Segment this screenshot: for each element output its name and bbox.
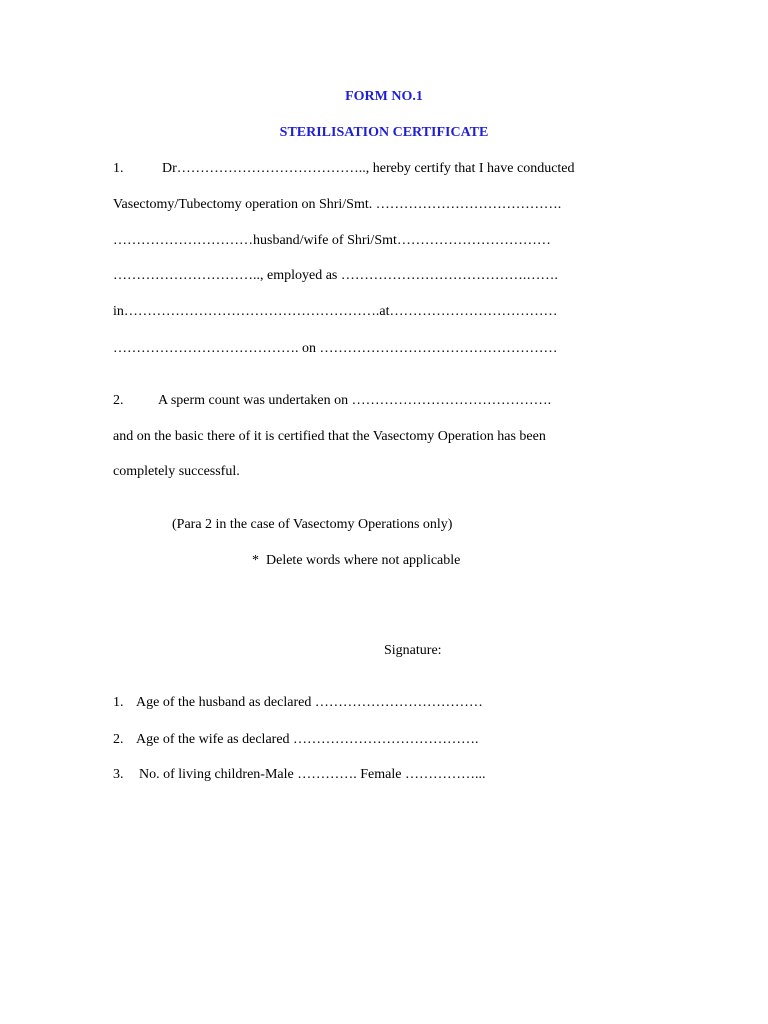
form-number: FORM NO.1 — [345, 89, 423, 104]
paragraph-2-line-3: completely successful. — [113, 464, 240, 479]
paragraph-1-line-3: …………………………husband/wife of Shri/Smt…………………………… — [113, 233, 551, 248]
declaration-text: Age of the wife as declared …………………………………. — [136, 732, 479, 747]
paragraph-1-line-4: ………………………….., employed as ………………………………….……. — [113, 268, 558, 283]
paragraph-1-line-6: …………………………………. on …………………………………………… — [113, 341, 558, 356]
paragraph-1-line-1: Dr………………………………….., hereby certify that I have conducted — [162, 161, 575, 176]
declaration-text: No. of living children-Male …………. Female ……………... — [139, 767, 486, 782]
declaration-text: Age of the husband as declared ……………………………… — [136, 695, 483, 710]
declaration-number: 2. — [113, 732, 124, 747]
para-2-applicability-note: (Para 2 in the case of Vasectomy Operations only) — [172, 517, 453, 532]
certificate-title: STERILISATION CERTIFICATE — [279, 125, 489, 140]
paragraph-2-number: 2. — [113, 393, 124, 408]
declaration-number: 1. — [113, 695, 124, 710]
delete-words-note: * Delete words where not applicable — [252, 553, 461, 568]
paragraph-2-line-1: A sperm count was undertaken on ……………………………………. — [158, 393, 552, 408]
declaration-number: 3. — [113, 767, 124, 782]
signature-label: Signature: — [384, 643, 442, 658]
paragraph-1-line-2: Vasectomy/Tubectomy operation on Shri/Smt. …………………………………. — [113, 197, 562, 212]
paragraph-1-number: 1. — [113, 161, 124, 176]
paragraph-1-line-5: in……………………………………………….at……………………………… — [113, 304, 558, 319]
paragraph-2-line-2: and on the basic there of it is certified that the Vasectomy Operation has been — [113, 429, 546, 444]
